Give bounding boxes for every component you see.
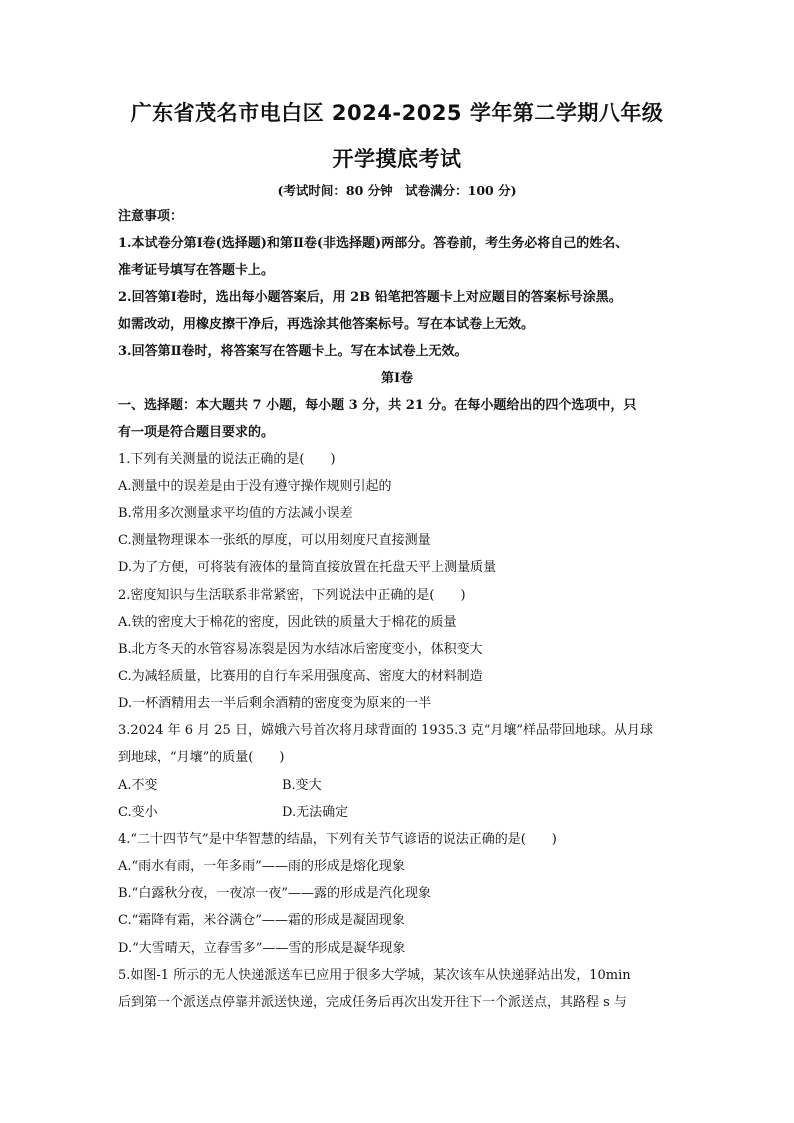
note-3: 3.回答第Ⅱ卷时，将答案写在答题卡上。写在本试卷上无效。	[118, 344, 468, 359]
q1-stem: 1.下列有关测量的说法正确的是( )	[118, 452, 336, 467]
section-title: 第Ⅰ卷	[380, 371, 414, 386]
note-1-line2: 准考证号填写在答题卡上。	[118, 263, 275, 278]
note-2-line1: 2.回答第Ⅰ卷时，选出每小题答案后，用 2B 铅笔把答题卡上对应题目的答案标号涂黑。	[118, 290, 622, 305]
q3-option-a: A.不变	[118, 778, 158, 793]
q1-option-a: A.测量中的误差是由于没有遵守操作规则引起的	[118, 479, 392, 494]
part1-instructions-line2: 有一项是符合题目要求的。	[118, 425, 275, 440]
part1-instructions-line1: 一、选择题：本大题共 7 小题，每小题 3 分，共 21 分。在每小题给出的四个选项中，只	[118, 398, 637, 413]
q3-option-c: C.变小	[118, 805, 158, 820]
q2-option-b: B.北方冬天的水管容易冻裂是因为水结冰后密度变小，体积变大	[118, 642, 483, 657]
q1-option-c: C.测量物理课本一张纸的厚度，可以用刻度尺直接测量	[118, 533, 431, 548]
q2-stem: 2.密度知识与生活联系非常紧密，下列说法中正确的是( )	[118, 588, 466, 603]
q3-options-row2	[118, 804, 678, 822]
q1-option-d: D.为了方便，可将装有液体的量筒直接放置在托盘天平上测量质量	[118, 560, 497, 575]
q4-option-c: C.“霜降有霜，米谷满仓”——霜的形成是凝固现象	[118, 913, 405, 928]
q3-option-b: B.变大	[282, 778, 322, 793]
q3-option-d: D.无法确定	[282, 805, 349, 820]
exam-title-line2: 开学摸底考试	[332, 147, 462, 171]
q5-stem-line2: 后到第一个派送点停靠并派送快递，完成任务后再次出发开往下一个派送点，其路程 s 与	[118, 995, 627, 1010]
q1-option-b: B.常用多次测量求平均值的方法减小误差	[118, 506, 353, 521]
q3-stem-line1: 3.2024 年 6 月 25 日，嫦娥六号首次将月球背面的 1935.3 克“月壤”样品带回地球。从月球	[118, 723, 654, 738]
q4-option-a: A.“雨水有雨，一年多雨”——雨的形成是熔化现象	[118, 859, 405, 874]
q5-stem-line1: 5.如图-1 所示的无人快递派送车已应用于很多大学城，某次该车从快递驿站出发，10min	[118, 968, 631, 983]
exam-title-line1: 广东省茂名市电白区 2024-2025 学年第二学期八年级	[130, 101, 664, 125]
q2-option-c: C.为减轻质量，比赛用的自行车采用强度高、密度大的材料制造	[118, 669, 483, 684]
q2-option-d: D.一杯酒精用去一半后剩余酒精的密度变为原来的一半	[118, 696, 432, 711]
notes-heading: 注意事项：	[118, 209, 184, 224]
note-1-line1: 1.本试卷分第Ⅰ卷(选择题)和第Ⅱ卷(非选择题)两部分。答卷前，考生务必将自己的姓名、	[118, 236, 629, 251]
q2-option-a: A.铁的密度大于棉花的密度，因此铁的质量大于棉花的质量	[118, 615, 457, 630]
q4-option-b: B.“白露秋分夜，一夜凉一夜”——露的形成是汽化现象	[118, 886, 431, 901]
exam-time-score: (考试时间：80 分钟 试卷满分：100 分)	[277, 183, 517, 198]
q3-stem-line2: 到地球，“月壤”的质量( )	[118, 750, 285, 765]
q3-options-row1	[118, 777, 678, 795]
q4-option-d: D.“大雪晴天，立春雪多”——雪的形成是凝华现象	[118, 941, 406, 956]
q4-stem: 4.“二十四节气”是中华智慧的结晶，下列有关节气谚语的说法正确的是( )	[118, 832, 557, 847]
note-2-line2: 如需改动，用橡皮擦干净后，再选涂其他答案标号。写在本试卷上无效。	[118, 317, 535, 332]
